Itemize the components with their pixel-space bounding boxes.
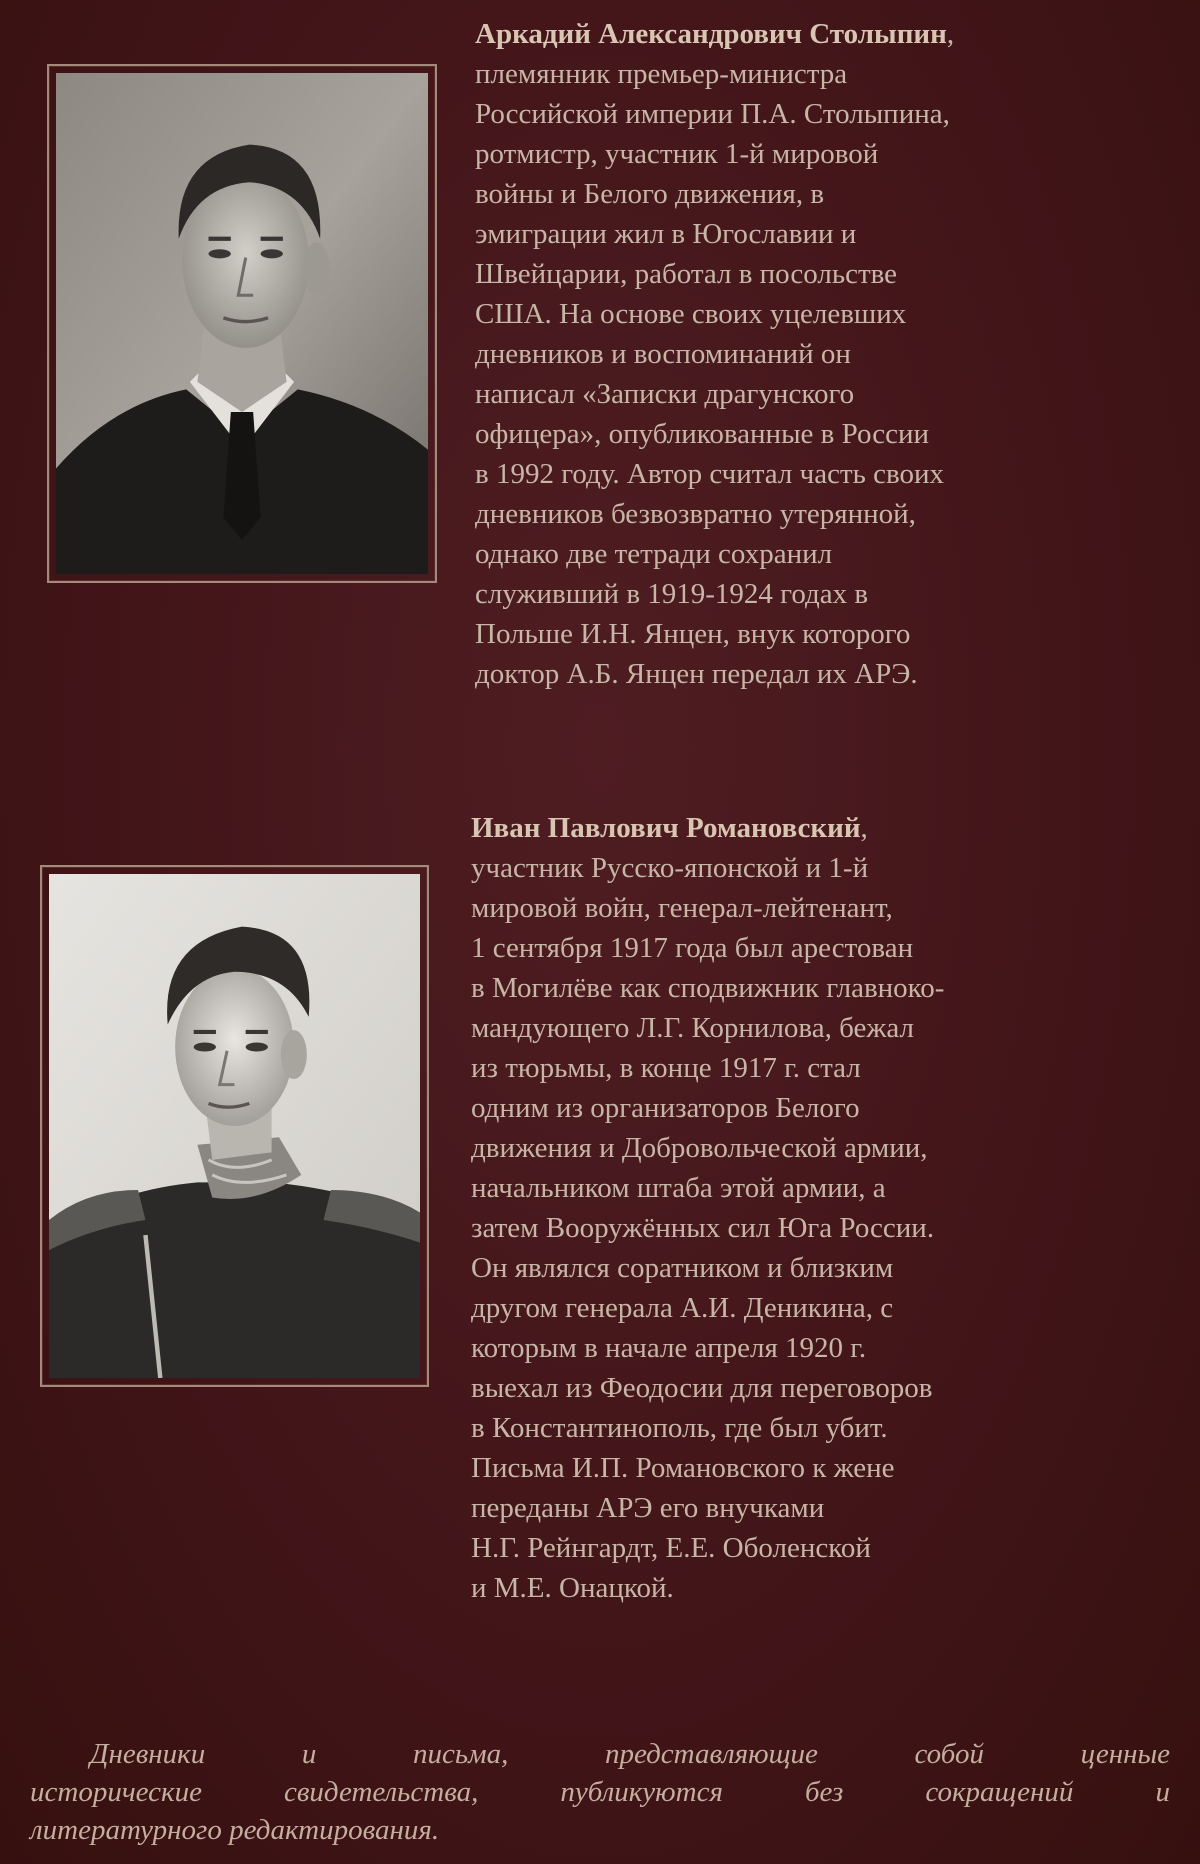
bio-line: племянник премьер-министра — [475, 58, 848, 90]
bio-line: мировой войн, генерал-лейтенант, — [471, 892, 893, 924]
footer-word: Дневники — [90, 1738, 206, 1770]
bio-line: начальником штаба этой армии, а — [471, 1172, 886, 1204]
bio-line: ротмистр, участник 1-й мировой — [475, 138, 879, 170]
bio-line: написал «Записки драгунского — [475, 378, 855, 410]
bio-line: в 1992 году. Автор считал часть своих — [475, 458, 944, 490]
bio-romanovsky — [471, 808, 1171, 1608]
footer-word: публикуются — [560, 1776, 723, 1808]
bio-line: доктор А.Б. Янцен передал их АРЭ. — [475, 658, 918, 690]
portrait-romanovsky — [40, 865, 429, 1387]
bio-line: в Могилёве как сподвижник главноко- — [471, 972, 945, 1004]
bio-stolypin-heading: Аркадий Александрович Столыпин, — [475, 18, 955, 50]
footer-word: свидетельства, — [283, 1776, 479, 1808]
footer-line-2 — [30, 1773, 1170, 1811]
bio-line: офицера», опубликованные в России — [475, 418, 930, 450]
footer-line-3: литературного редактирования. — [30, 1814, 440, 1846]
bio-line: Н.Г. Рейнгардт, Е.Е. Оболенской — [471, 1532, 871, 1564]
footer-word: исторические — [30, 1776, 202, 1808]
bio-romanovsky-heading: Иван Павлович Романовский, — [471, 812, 868, 844]
bio-line: Российской империи П.А. Столыпина, — [475, 98, 950, 130]
bio-line: Польше И.Н. Янцен, внук которого — [475, 618, 911, 650]
bio-line: эмиграции жил в Югославии и — [475, 218, 857, 250]
footer-word: и — [1155, 1776, 1170, 1808]
bio-stolypin — [475, 14, 1175, 694]
footer-word: ценные — [1080, 1738, 1170, 1770]
bio-romanovsky-name: Иван Павлович Романовский — [471, 812, 861, 844]
bio-line: США. На основе своих уцелевших — [475, 298, 907, 330]
footer-line-1 — [30, 1735, 1170, 1773]
footer-word: и — [301, 1738, 317, 1770]
bio-line: в Константинополь, где был убит. — [471, 1412, 888, 1444]
bio-line: переданы АРЭ его внучками — [471, 1492, 825, 1524]
portrait-stolypin — [47, 64, 437, 583]
footer-word: сокращений — [925, 1776, 1074, 1808]
bio-line: дневников и воспоминаний он — [475, 338, 851, 370]
bio-line: 1 сентября 1917 года был арестован — [471, 932, 914, 964]
bio-line: участник Русско-японской и 1-й — [471, 852, 869, 884]
bio-line: движения и Добровольческой армии, — [471, 1132, 928, 1164]
bio-line: дневников безвозвратно утерянной, — [475, 498, 916, 530]
bio-line: и М.Е. Онацкой. — [471, 1572, 674, 1604]
footer-note — [30, 1735, 1170, 1849]
footer-word: без — [804, 1776, 844, 1808]
bio-line: из тюрьмы, в конце 1917 г. стал — [471, 1052, 861, 1084]
bio-line: служивший в 1919-1924 годах в — [475, 578, 869, 610]
bio-line: Он являлся соратником и близким — [471, 1252, 894, 1284]
footer-word: собой — [914, 1738, 984, 1770]
bio-line: одним из организаторов Белого — [471, 1092, 860, 1124]
bio-line: другом генерала А.И. Деникина, с — [471, 1292, 894, 1324]
bio-line: Письма И.П. Романовского к жене — [471, 1452, 895, 1484]
footer-word: письма, — [413, 1738, 509, 1770]
bio-line: войны и Белого движения, в — [475, 178, 825, 210]
bio-line: которым в начале апреля 1920 г. — [471, 1332, 867, 1364]
portrait-romanovsky-image — [49, 874, 420, 1378]
bio-line: мандующего Л.Г. Корнилова, бежал — [471, 1012, 914, 1044]
bio-stolypin-name: Аркадий Александрович Столыпин — [475, 18, 947, 50]
bio-line: Швейцарии, работал в посольстве — [475, 258, 898, 290]
bio-line: однако две тетради сохранил — [475, 538, 833, 570]
portrait-stolypin-image — [56, 73, 428, 574]
bio-line: выехал из Феодосии для переговоров — [471, 1372, 933, 1404]
footer-word: представляющие — [604, 1738, 818, 1770]
bio-line: затем Вооружённых сил Юга России. — [471, 1212, 935, 1244]
